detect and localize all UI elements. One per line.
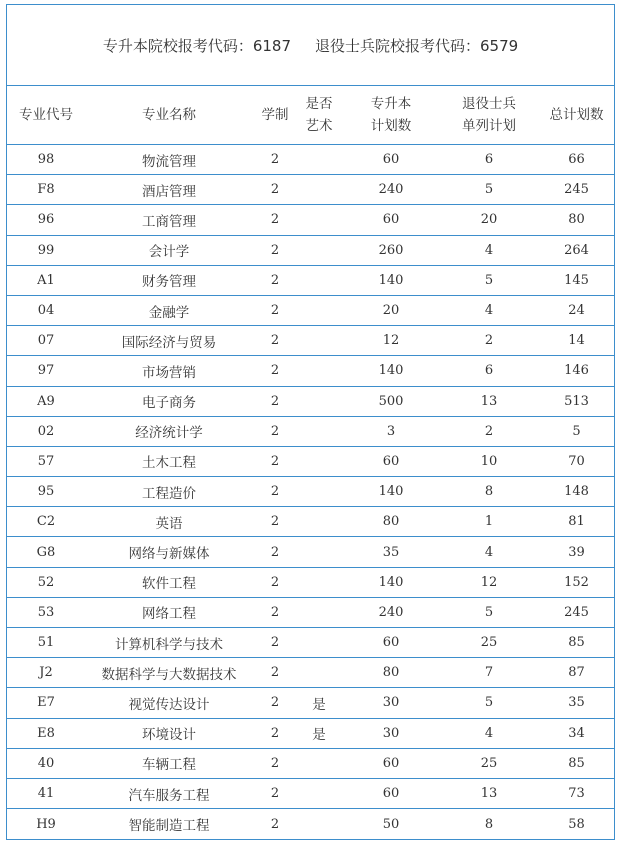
- cell-code: 04: [37, 303, 55, 319]
- cell-total: 34: [568, 725, 585, 741]
- table-row: [7, 296, 614, 326]
- cell-total: 148: [564, 484, 589, 500]
- cell-veteran-plan: 12: [480, 574, 498, 590]
- table-body: [7, 145, 614, 839]
- cell-veteran-plan: 4: [484, 725, 494, 741]
- cell-years: 2: [270, 272, 280, 288]
- cell-art: [297, 598, 341, 627]
- cell-total: 87: [568, 665, 585, 681]
- cell-veteran-plan: 13: [480, 786, 498, 802]
- cell-art: [297, 417, 341, 446]
- column-header-art: 是否 艺术: [305, 95, 333, 134]
- cell-art: [297, 387, 341, 416]
- cell-major-name: 电子商务: [142, 395, 196, 412]
- cell-upgrade-plan: 12: [382, 333, 400, 349]
- cell-code: H9: [36, 816, 56, 832]
- cell-upgrade-plan: 60: [382, 786, 400, 802]
- cell-code: 40: [37, 755, 55, 771]
- cell-upgrade-plan: 140: [378, 272, 404, 288]
- cell-art: [297, 779, 341, 808]
- column-header-row: [7, 85, 614, 145]
- cell-art: [297, 507, 341, 536]
- cell-total: 70: [568, 453, 585, 469]
- cell-upgrade-plan: 60: [382, 755, 400, 771]
- column-header-years: 学制: [261, 106, 289, 123]
- cell-veteran-plan: 8: [484, 484, 494, 500]
- cell-art: [297, 236, 341, 265]
- cell-veteran-plan: 5: [484, 695, 494, 711]
- cell-total: 245: [564, 182, 589, 198]
- cell-code: 02: [37, 423, 55, 439]
- table-row: [7, 145, 614, 175]
- cell-art: [297, 205, 341, 234]
- cell-code: C2: [36, 514, 56, 530]
- cell-veteran-plan: 2: [484, 333, 494, 349]
- table-row: [7, 356, 614, 386]
- cell-years: 2: [270, 544, 280, 560]
- cell-major-name: 网络与新媒体: [128, 546, 210, 563]
- cell-veteran-plan: 5: [484, 182, 494, 198]
- column-header-total: 总计划数: [549, 106, 604, 123]
- column-header-major-name: 专业名称: [142, 106, 196, 123]
- table-row: [7, 447, 614, 477]
- cell-years: 2: [270, 212, 280, 228]
- cell-upgrade-plan: 30: [382, 725, 400, 741]
- cell-upgrade-plan: 240: [378, 604, 404, 620]
- cell-veteran-plan: 8: [484, 816, 494, 832]
- cell-code: 52: [37, 574, 55, 590]
- school-codes-header: [7, 5, 614, 86]
- cell-major-name: 环境设计: [142, 727, 196, 744]
- column-header-code: 专业代号: [19, 106, 73, 123]
- cell-veteran-plan: 25: [480, 635, 498, 651]
- cell-major-name: 财务管理: [142, 274, 196, 291]
- cell-veteran-plan: 13: [480, 393, 498, 409]
- cell-years: 2: [270, 755, 280, 771]
- cell-art: [297, 809, 341, 839]
- cell-upgrade-plan: 140: [378, 484, 404, 500]
- column-header-veteran-plan: 退役士兵 单列计划: [462, 95, 516, 134]
- cell-upgrade-plan: 3: [386, 423, 396, 439]
- cell-veteran-plan: 7: [484, 665, 494, 681]
- cell-upgrade-plan: 30: [382, 695, 400, 711]
- table-row: [7, 658, 614, 688]
- cell-code: 98: [37, 152, 55, 168]
- cell-code: 53: [37, 604, 55, 620]
- cell-art: [297, 175, 341, 204]
- cell-total: 5: [572, 423, 581, 439]
- cell-veteran-plan: 6: [484, 152, 494, 168]
- cell-code: 96: [37, 212, 55, 228]
- cell-total: 264: [564, 242, 589, 258]
- table-row: [7, 477, 614, 507]
- cell-major-name: 国际经济与贸易: [121, 334, 217, 351]
- table-row: [7, 507, 614, 537]
- cell-upgrade-plan: 500: [378, 393, 404, 409]
- cell-total: 513: [564, 393, 589, 409]
- table-row: [7, 175, 614, 205]
- cell-years: 2: [270, 484, 280, 500]
- cell-art: 是: [312, 696, 326, 713]
- cell-veteran-plan: 5: [484, 604, 494, 620]
- cell-art: [297, 326, 341, 355]
- cell-art: [297, 537, 341, 566]
- cell-upgrade-plan: 60: [382, 212, 400, 228]
- cell-upgrade-plan: 20: [382, 303, 400, 319]
- cell-art: [297, 749, 341, 778]
- cell-upgrade-plan: 260: [378, 242, 404, 258]
- cell-upgrade-plan: 240: [378, 182, 404, 198]
- cell-veteran-plan: 6: [484, 363, 494, 379]
- cell-art: [297, 266, 341, 295]
- cell-upgrade-plan: 80: [382, 514, 400, 530]
- cell-upgrade-plan: 140: [378, 574, 404, 590]
- cell-major-name: 金融学: [148, 304, 190, 321]
- cell-years: 2: [270, 574, 280, 590]
- cell-total: 24: [568, 303, 585, 319]
- cell-veteran-plan: 4: [484, 242, 494, 258]
- cell-major-name: 英语: [155, 515, 183, 532]
- cell-years: 2: [270, 725, 280, 741]
- cell-years: 2: [270, 363, 280, 379]
- cell-code: 57: [37, 453, 55, 469]
- cell-major-name: 土木工程: [142, 455, 196, 472]
- cell-major-name: 会计学: [148, 244, 190, 261]
- cell-code: G8: [36, 544, 56, 560]
- cell-major-name: 市场营销: [142, 364, 196, 381]
- cell-upgrade-plan: 60: [382, 152, 400, 168]
- cell-years: 2: [270, 786, 280, 802]
- cell-veteran-plan: 4: [484, 544, 494, 560]
- cell-code: 51: [37, 635, 55, 651]
- column-header-upgrade-plan: 专升本 计划数: [370, 95, 412, 134]
- cell-upgrade-plan: 60: [382, 635, 400, 651]
- table-row: [7, 205, 614, 235]
- cell-major-name: 工商管理: [142, 213, 196, 230]
- cell-major-name: 工程造价: [142, 485, 196, 502]
- cell-code: A9: [37, 393, 55, 409]
- cell-major-name: 网络工程: [142, 606, 196, 623]
- table-row: [7, 326, 614, 356]
- veteran-school-code: 退役士兵院校报考代码：6579: [315, 36, 519, 55]
- cell-years: 2: [270, 303, 280, 319]
- cell-total: 81: [568, 514, 585, 530]
- table-row: [7, 537, 614, 567]
- cell-total: 35: [568, 695, 585, 711]
- cell-art: [297, 296, 341, 325]
- cell-code: 99: [37, 242, 55, 258]
- cell-major-name: 酒店管理: [142, 183, 196, 200]
- cell-major-name: 智能制造工程: [128, 818, 210, 835]
- cell-total: 245: [564, 604, 589, 620]
- table-row: [7, 628, 614, 658]
- cell-years: 2: [270, 665, 280, 681]
- cell-total: 80: [568, 212, 585, 228]
- cell-years: 2: [270, 333, 280, 349]
- cell-total: 73: [568, 786, 585, 802]
- cell-art: [297, 145, 341, 174]
- cell-total: 85: [568, 635, 585, 651]
- table-row: [7, 417, 614, 447]
- table-row: [7, 688, 614, 718]
- table-row: [7, 779, 614, 809]
- table-row: [7, 568, 614, 598]
- table-row: [7, 236, 614, 266]
- cell-code: E8: [37, 725, 55, 741]
- cell-upgrade-plan: 80: [382, 665, 400, 681]
- cell-years: 2: [270, 242, 280, 258]
- table-row: [7, 809, 614, 839]
- cell-years: 2: [270, 816, 280, 832]
- cell-years: 2: [270, 423, 280, 439]
- cell-art: 是: [312, 727, 326, 744]
- cell-total: 14: [568, 333, 585, 349]
- cell-years: 2: [270, 393, 280, 409]
- cell-code: 41: [37, 786, 55, 802]
- cell-code: F8: [37, 182, 55, 198]
- cell-veteran-plan: 5: [484, 272, 494, 288]
- cell-code: J2: [39, 665, 53, 681]
- cell-total: 152: [564, 574, 589, 590]
- enrollment-plan-table: [6, 4, 615, 840]
- cell-years: 2: [270, 604, 280, 620]
- cell-art: [297, 477, 341, 506]
- cell-major-name: 汽车服务工程: [128, 787, 210, 804]
- table-row: [7, 719, 614, 749]
- cell-art: [297, 447, 341, 476]
- cell-veteran-plan: 2: [484, 423, 494, 439]
- cell-veteran-plan: 10: [480, 453, 498, 469]
- cell-years: 2: [270, 453, 280, 469]
- cell-veteran-plan: 25: [480, 755, 498, 771]
- cell-art: [297, 356, 341, 385]
- cell-upgrade-plan: 140: [378, 363, 404, 379]
- table-row: [7, 266, 614, 296]
- upgrade-school-code: 专升本院校报考代码：6187: [102, 36, 291, 55]
- cell-major-name: 经济统计学: [135, 425, 203, 442]
- cell-total: 145: [564, 272, 589, 288]
- table-row: [7, 749, 614, 779]
- cell-years: 2: [270, 152, 280, 168]
- cell-major-name: 物流管理: [142, 153, 196, 170]
- cell-veteran-plan: 20: [480, 212, 498, 228]
- cell-upgrade-plan: 35: [382, 544, 400, 560]
- cell-upgrade-plan: 50: [382, 816, 400, 832]
- cell-veteran-plan: 1: [484, 514, 494, 530]
- cell-total: 58: [568, 816, 585, 832]
- cell-art: [297, 658, 341, 687]
- cell-total: 85: [568, 755, 585, 771]
- cell-major-name: 车辆工程: [142, 757, 196, 774]
- cell-code: A1: [37, 272, 55, 288]
- cell-total: 39: [568, 544, 585, 560]
- cell-code: 97: [37, 363, 55, 379]
- cell-total: 146: [564, 363, 589, 379]
- cell-major-name: 数据科学与大数据技术: [101, 666, 237, 683]
- table-row: [7, 598, 614, 628]
- cell-art: [297, 628, 341, 657]
- cell-code: 95: [37, 484, 55, 500]
- cell-total: 66: [568, 152, 585, 168]
- cell-code: E7: [37, 695, 55, 711]
- cell-upgrade-plan: 60: [382, 453, 400, 469]
- cell-years: 2: [270, 635, 280, 651]
- cell-veteran-plan: 4: [484, 303, 494, 319]
- cell-years: 2: [270, 182, 280, 198]
- cell-major-name: 计算机科学与技术: [115, 636, 223, 653]
- table-row: [7, 387, 614, 417]
- cell-art: [297, 568, 341, 597]
- cell-major-name: 软件工程: [142, 576, 196, 593]
- cell-major-name: 视觉传达设计: [128, 696, 210, 713]
- cell-years: 2: [270, 514, 280, 530]
- cell-years: 2: [270, 695, 280, 711]
- cell-code: 07: [37, 333, 55, 349]
